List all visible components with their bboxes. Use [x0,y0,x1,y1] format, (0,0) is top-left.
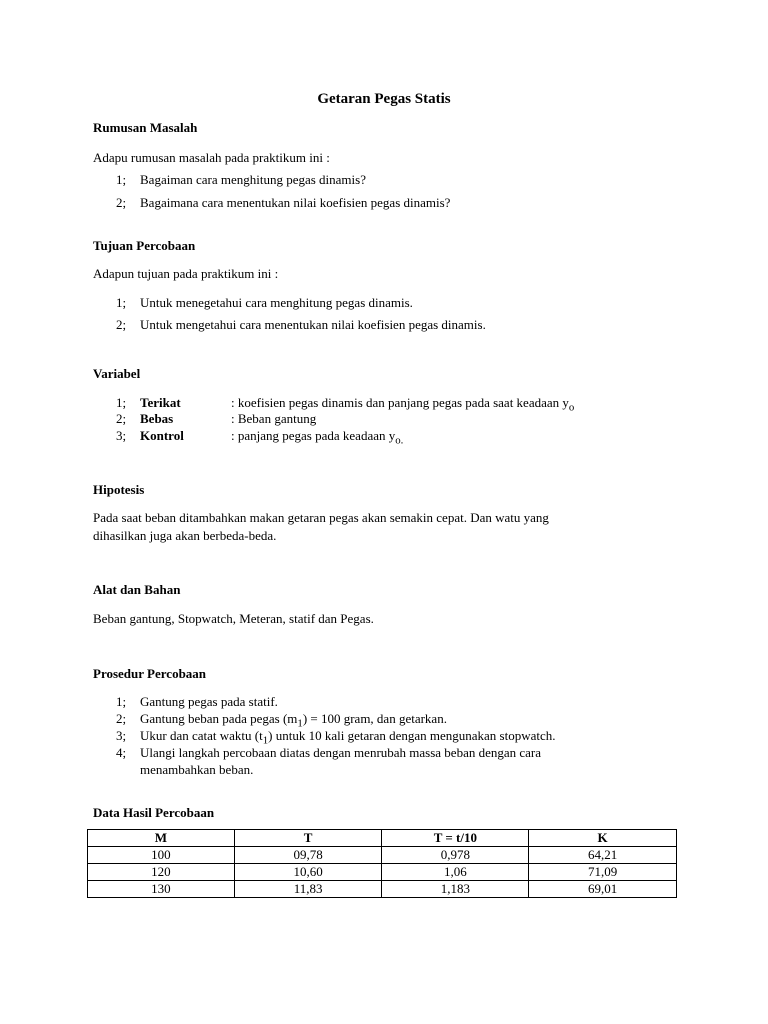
variable-description: : panjang pegas pada keadaan $y_{o.}$ [231,428,404,447]
table-header-cell: K [529,830,677,847]
table-header-cell: M [88,830,235,847]
data-table [87,829,677,898]
table-row [88,881,677,898]
table-cell: 09,78 [234,847,382,864]
list-item-number: 3; [116,428,127,443]
document-title: Getaran Pegas Statis [317,91,451,107]
variable-description: : Beban gantung [231,411,317,426]
list-item: Untuk menegetahui cara menghitung pegas dinamis. [140,295,413,310]
rumusan-intro: Adapu rumusan masalah pada praktikum ini : [93,150,330,165]
table-cell: 120 [88,864,235,881]
alat-text: Beban gantung, Stopwatch, Meteran, statif dan Pegas. [93,611,374,626]
table-cell: 11,83 [234,881,382,898]
rumusan-heading: Rumusan Masalah [93,120,198,135]
table-cell: 130 [88,881,235,898]
list-item-number: 3; [116,728,127,743]
variabel-heading: Variabel [93,366,141,381]
table-header-row [88,830,677,847]
table-cell: 69,01 [529,881,677,898]
subscript: o. [395,434,404,447]
list-item-number: 1; [116,694,127,709]
list-item-number: 2; [116,317,127,332]
prosedur-heading: Prosedur Percobaan [93,666,207,681]
table-cell: 71,09 [529,864,677,881]
tujuan-intro: Adapun tujuan pada praktikum ini : [93,266,279,281]
table-cell: 1,183 [382,881,529,898]
variable-term: Kontrol [140,428,184,443]
subscript: o [568,401,575,414]
list-item: Bagaiman cara menghitung pegas dinamis? [140,172,366,187]
list-item-number: 4; [116,745,127,760]
list-item: Gantung pegas pada statif. [140,694,278,709]
hipotesis-text-line: dihasilkan juga akan berbeda-beda. [93,528,277,543]
variable-term: Terikat [140,395,181,410]
list-item-continuation: menambahkan beban. [140,762,254,777]
table-header-cell: T = t/10 [382,830,529,847]
table-cell: 10,60 [234,864,382,881]
list-item-number: 1; [116,395,127,410]
list-item-number: 2; [116,195,127,210]
list-item-number: 2; [116,411,127,426]
hipotesis-heading: Hipotesis [93,482,145,497]
list-item-number: 2; [116,711,127,726]
hipotesis-text-line: Pada saat beban ditambahkan makan getaran pegas akan semakin cepat. Dan watu yang [93,510,549,525]
list-item: Ukur dan catat waktu $(t_1)$ untuk 10 kali getaran dengan mengunakan stopwatch. [140,728,556,747]
table-row [88,847,677,864]
tujuan-heading: Tujuan Percobaan [93,238,196,253]
list-item-number: 1; [116,172,127,187]
table-row [88,864,677,881]
list-item: Gantung beban pada pegas $(m_1) = 100$ gram, dan getarkan. [140,711,447,730]
list-item: Untuk mengetahui cara menentukan nilai koefisien pegas dinamis. [140,317,486,332]
subscript: 1 [297,717,303,730]
table-cell: 0,978 [382,847,529,864]
list-item-number: 1; [116,295,127,310]
variable-term: Bebas [140,411,174,426]
list-item: Bagaimana cara menentukan nilai koefisien pegas dinamis? [140,195,451,210]
table-cell: 1,06 [382,864,529,881]
variable-description: : koefisien pegas dinamis dan panjang pegas pada saat keadaan $y_o$ [231,395,575,414]
data-hasil-heading: Data Hasil Percobaan [93,805,215,820]
subscript: 1 [262,734,269,747]
table-header-cell: T [234,830,382,847]
table-cell: 100 [88,847,235,864]
table-cell: 64,21 [529,847,677,864]
list-item: Ulangi langkah percobaan diatas dengan menrubah massa beban dengan cara [140,745,542,760]
alat-heading: Alat dan Bahan [93,582,181,597]
